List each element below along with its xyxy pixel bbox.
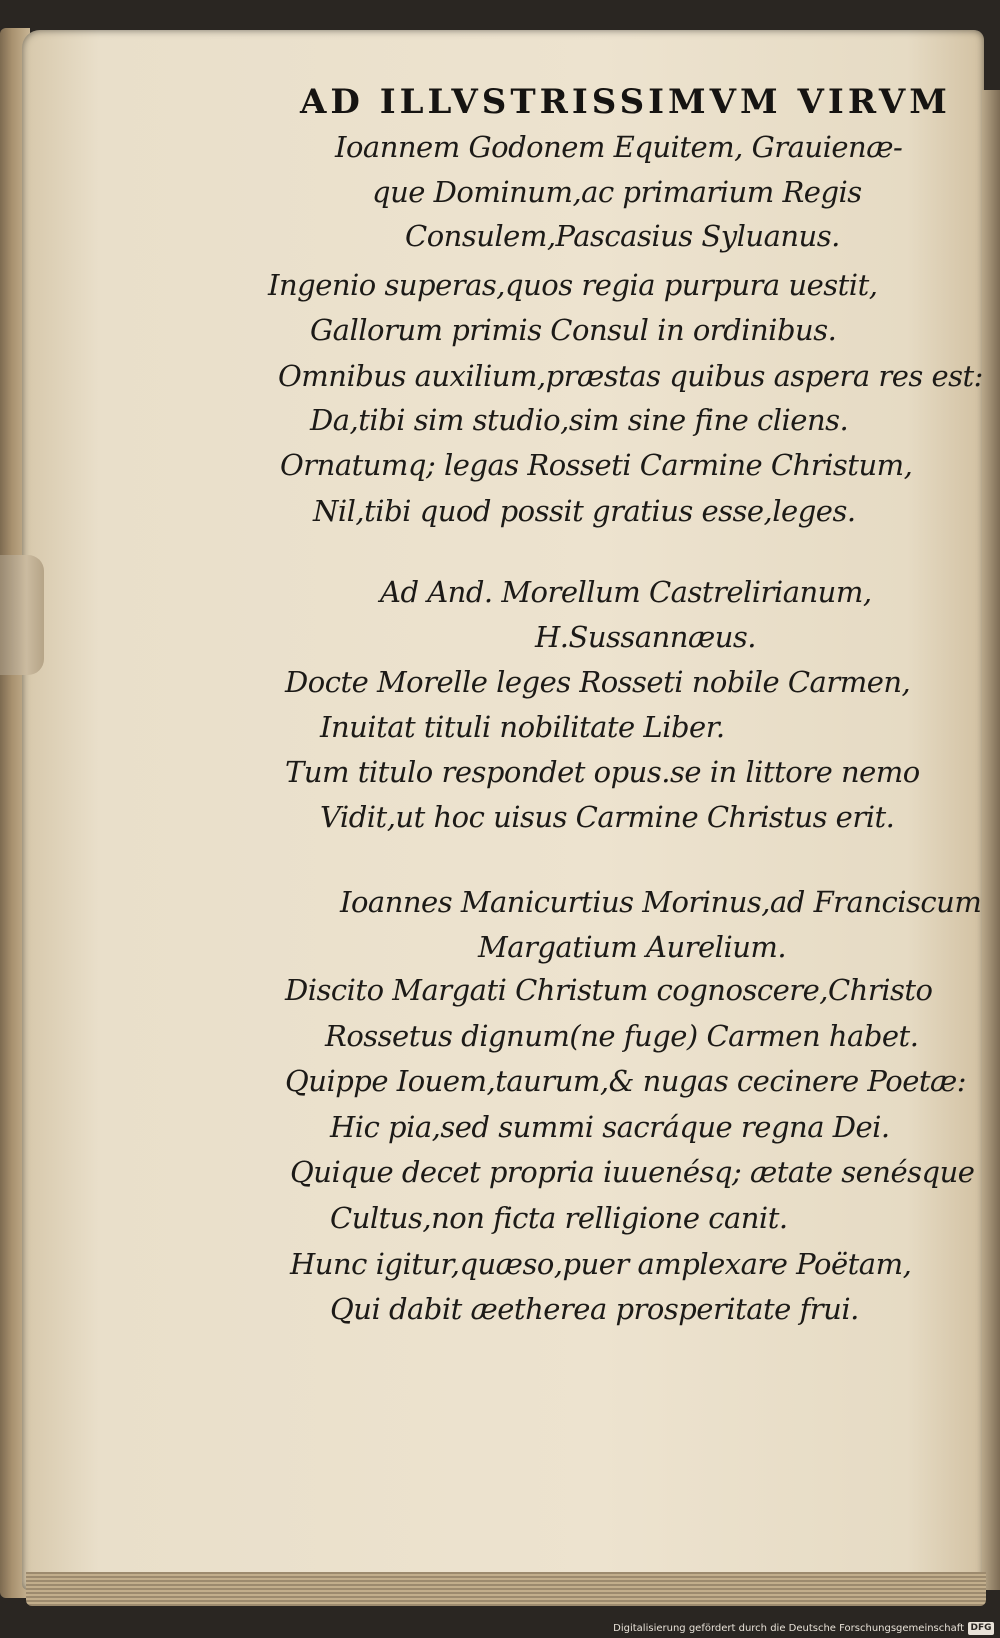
epigram3-title-line: Ioannes Manicurtius Morinus,ad Franciscum	[340, 885, 982, 919]
epigram3-verse: Discito Margati Christum cognoscere,Christo	[285, 973, 933, 1007]
footer-credit: Digitalisierung gefördert durch die Deutsche Forschungsgemeinschaft	[613, 1622, 964, 1634]
epigram1-verse: Nil,tibi quod possit gratius esse,leges.	[313, 494, 856, 528]
epigram1-verse: Ingenio superas,quos regia purpura uestit,	[268, 268, 878, 302]
epigram3-verse: Qui dabit æetherea prosperitate frui.	[330, 1292, 859, 1326]
epigram2-verse: Inuitat tituli nobilitate Liber.	[320, 710, 725, 744]
book-edge-bottom	[26, 1572, 986, 1606]
digitization-footer	[613, 1620, 994, 1636]
epigram3-verse: Hunc igitur,quæso,puer amplexare Poëtam,	[290, 1247, 912, 1281]
epigram2-title-line: Ad And. Morellum Castrelirianum,	[380, 575, 872, 609]
book-edge-right	[982, 90, 1000, 1590]
epigram3-verse: Hic pia,sed summi sacráque regna Dei.	[330, 1110, 890, 1144]
epigram2-verse: Docte Morelle leges Rosseti nobile Carmen,	[285, 665, 911, 699]
epigram1-title-line: Consulem,Pascasius Syluanus.	[405, 219, 840, 253]
epigram3-verse: Cultus,non ficta relligione canit.	[330, 1201, 788, 1235]
epigram3-verse: Quippe Iouem,taurum,& nugas cecinere Poetæ:	[285, 1064, 967, 1098]
epigram1-verse: Gallorum primis Consul in ordinibus.	[310, 313, 837, 347]
epigram3-title-line: Margatium Aurelium.	[478, 930, 787, 964]
epigram2-verse: Tum titulo respondet opus.se in littore nemo	[285, 755, 920, 789]
epigram3-verse: Quique decet propria iuuenésq; ætate senésque	[290, 1155, 975, 1189]
epigram1-title-line: que Dominum,ac primarium Regis	[372, 175, 862, 209]
epigram1-title-line: Ioannem Godonem Equitem, Grauienæ-	[335, 130, 903, 164]
page-heading: AD ILLVSTRISSIMVM VIRVM	[300, 82, 951, 122]
epigram1-verse: Omnibus auxilium,præstas quibus aspera res est:	[278, 359, 983, 393]
dfg-logo-icon: DFG	[968, 1622, 994, 1635]
epigram1-verse: Ornatumq; legas Rosseti Carmine Christum,	[280, 448, 913, 482]
epigram2-verse: Vidit,ut hoc uisus Carmine Christus erit.	[320, 800, 895, 834]
book-clasp	[0, 555, 44, 675]
epigram2-title-line: H.Sussannæus.	[535, 620, 756, 654]
epigram1-verse: Da,tibi sim studio,sim sine fine cliens.	[310, 403, 849, 437]
epigram3-verse: Rossetus dignum(ne fuge) Carmen habet.	[325, 1019, 919, 1053]
